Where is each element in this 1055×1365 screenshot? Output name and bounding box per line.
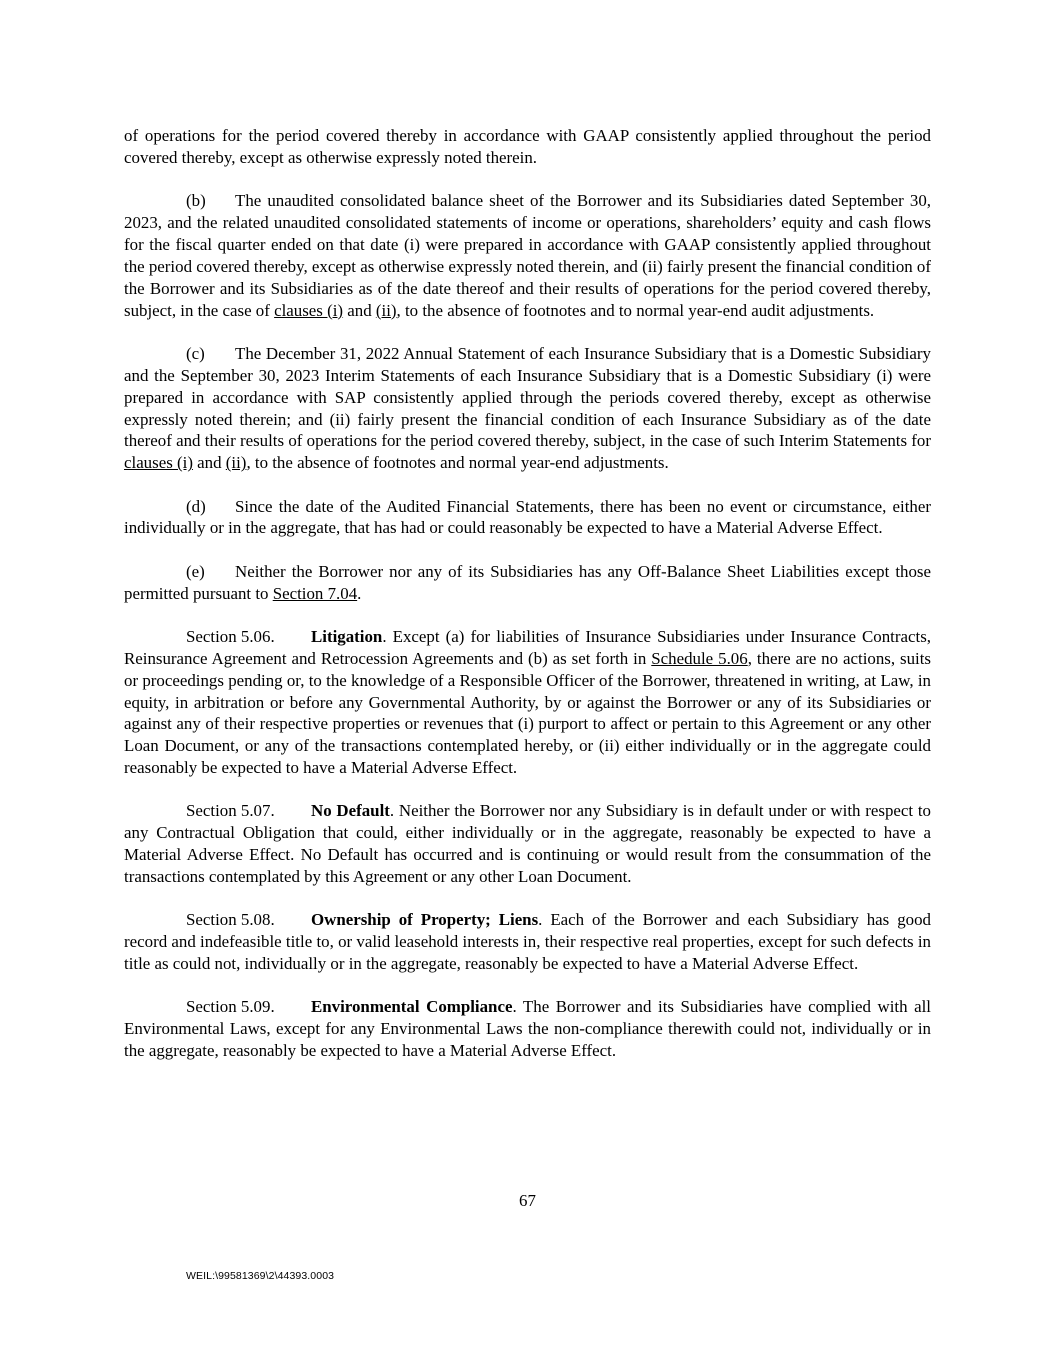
section-text: . Each of the Borrower and each Subsidiary has good record and indefeasible title to, or valid leasehold interests in, their respective real properties, except for such defects in title as could not, individually or in the aggregate, reasonably be expected to have a Material Adverse Effect. [124,910,931,974]
section-text: , there are no actions, suits or proceedings pending or, to the knowledge of a Responsible Officer of the Borrower, threatened in writing, at Law, in equity, in arbitration or before any Governmental Authority, by or against the Borrower or any of its Subsidiaries or against any of their respective properties or revenues that (i) purport to affect or pertain to this Agreement or any other Loan Document, or any of the transactions contemplated hereby, or (ii) either individually or in the aggregate could reasonably be expected to have a Material Adverse Effect. [124,648,931,778]
section-text: . Neither the Borrower nor any Subsidiary is in default under or with respect to any Contractual Obligation that could, either individually or in the aggregate, reasonably be expected to have a Material Adverse Effect. No Default has occurred and is continuing or would result from the consummation of the transactions contemplated by this Agreement or any other Loan Document. [124,801,932,887]
clause-reference: clauses (i) [274,300,344,320]
schedule-reference: Schedule 5.06 [651,648,748,668]
paragraph-text: . [357,583,362,603]
paragraph-label: (c) [186,343,205,363]
section-title: Litigation [311,626,383,646]
section-5-06 [124,626,931,779]
section-title: Environmental Compliance [311,997,513,1017]
section-reference: Section 7.04 [272,583,358,603]
paragraph-text: , to the absence of footnotes and to normal year-end audit adjustments. [396,300,875,320]
section-5-08 [124,909,931,975]
paragraph-text: The unaudited consolidated balance sheet of the Borrower and its Subsidiaries dated September 30, 2023, and the related unaudited consolidated statements of income or operations, shareholders’ equity and cash flows for the fiscal quarter ended on that date (i) were prepared in accordance with GAAP consistently applied throughout the period covered thereby, except as otherwise expressly noted therein, and (ii) fairly present the financial condition of the Borrower and its Subsidiaries as of the date thereof and their results of operations for the period covered thereby, subject, in the case of [124,191,932,320]
paragraph-c [124,343,931,474]
section-number: Section 5.09. [186,997,275,1017]
clause-reference: (ii) [225,453,247,473]
paragraph-text: and [192,453,226,473]
clause-reference: clauses (i) [124,453,193,473]
paragraph-text: , to the absence of footnotes and normal year-end adjustments. [246,453,669,473]
section-number: Section 5.06. [186,626,275,646]
paragraph-continuation [124,125,931,169]
page-number: 67 [519,1191,536,1210]
section-text: . Except (a) for liabilities of Insurance Subsidiaries under Insurance Contracts, Reinsurance Agreement and Retrocession Agreements and (b) as set forth in [124,626,931,668]
section-number: Section 5.07. [186,801,275,821]
section-5-09 [124,996,931,1062]
section-5-07 [124,800,931,888]
paragraph-label: (b) [186,191,206,211]
document-body [124,125,931,1062]
section-title: No Default [311,801,390,821]
paragraph-b [124,190,931,321]
paragraph-text: of operations for the period covered thereby in accordance with GAAP consistently applied throughout the period covered thereby, except as otherwise expressly noted therein. [124,126,931,167]
section-number: Section 5.08. [186,910,275,930]
paragraph-text: Since the date of the Audited Financial Statements, there has been no event or circumstance, either individually or in the aggregate, that has had or could reasonably be expected to have a Material Adverse Effect. [124,496,931,538]
clause-reference: (ii) [375,300,397,320]
paragraph-text: and [343,300,376,320]
document-footer-id: WEIL:\99581369\2\44393.0003 [186,1270,335,1282]
paragraph-d [124,496,931,540]
paragraph-text: The December 31, 2022 Annual Statement of each Insurance Subsidiary that is a Domestic Subsidiary and the September 30, 2023 Interim Statements of each Insurance Subsidiary that is a Domestic Subsidiary (i) were prepared in accordance with SAP consistently applied through the periods covered thereby, except as otherwise expressly noted therein; and (ii) fairly present the financial condition of each Insurance Subsidiary as of the date thereof and their results of operations for the period covered thereby, subject, in the case of such Interim Statements for [124,343,931,451]
paragraph-e [124,561,931,605]
paragraph-text: Neither the Borrower nor any of its Subsidiaries has any Off-Balance Sheet Liabilities except those permitted pursuant to [124,561,931,603]
section-title: Ownership of Property; Liens [311,910,539,930]
section-text: . The Borrower and its Subsidiaries have complied with all Environmental Laws, except for any Environmental Laws the non-compliance therewith could not, individually or in the aggregate, reasonably be expected to have a Material Adverse Effect. [124,997,931,1061]
paragraph-label: (d) [186,496,206,516]
paragraph-label: (e) [186,561,205,581]
